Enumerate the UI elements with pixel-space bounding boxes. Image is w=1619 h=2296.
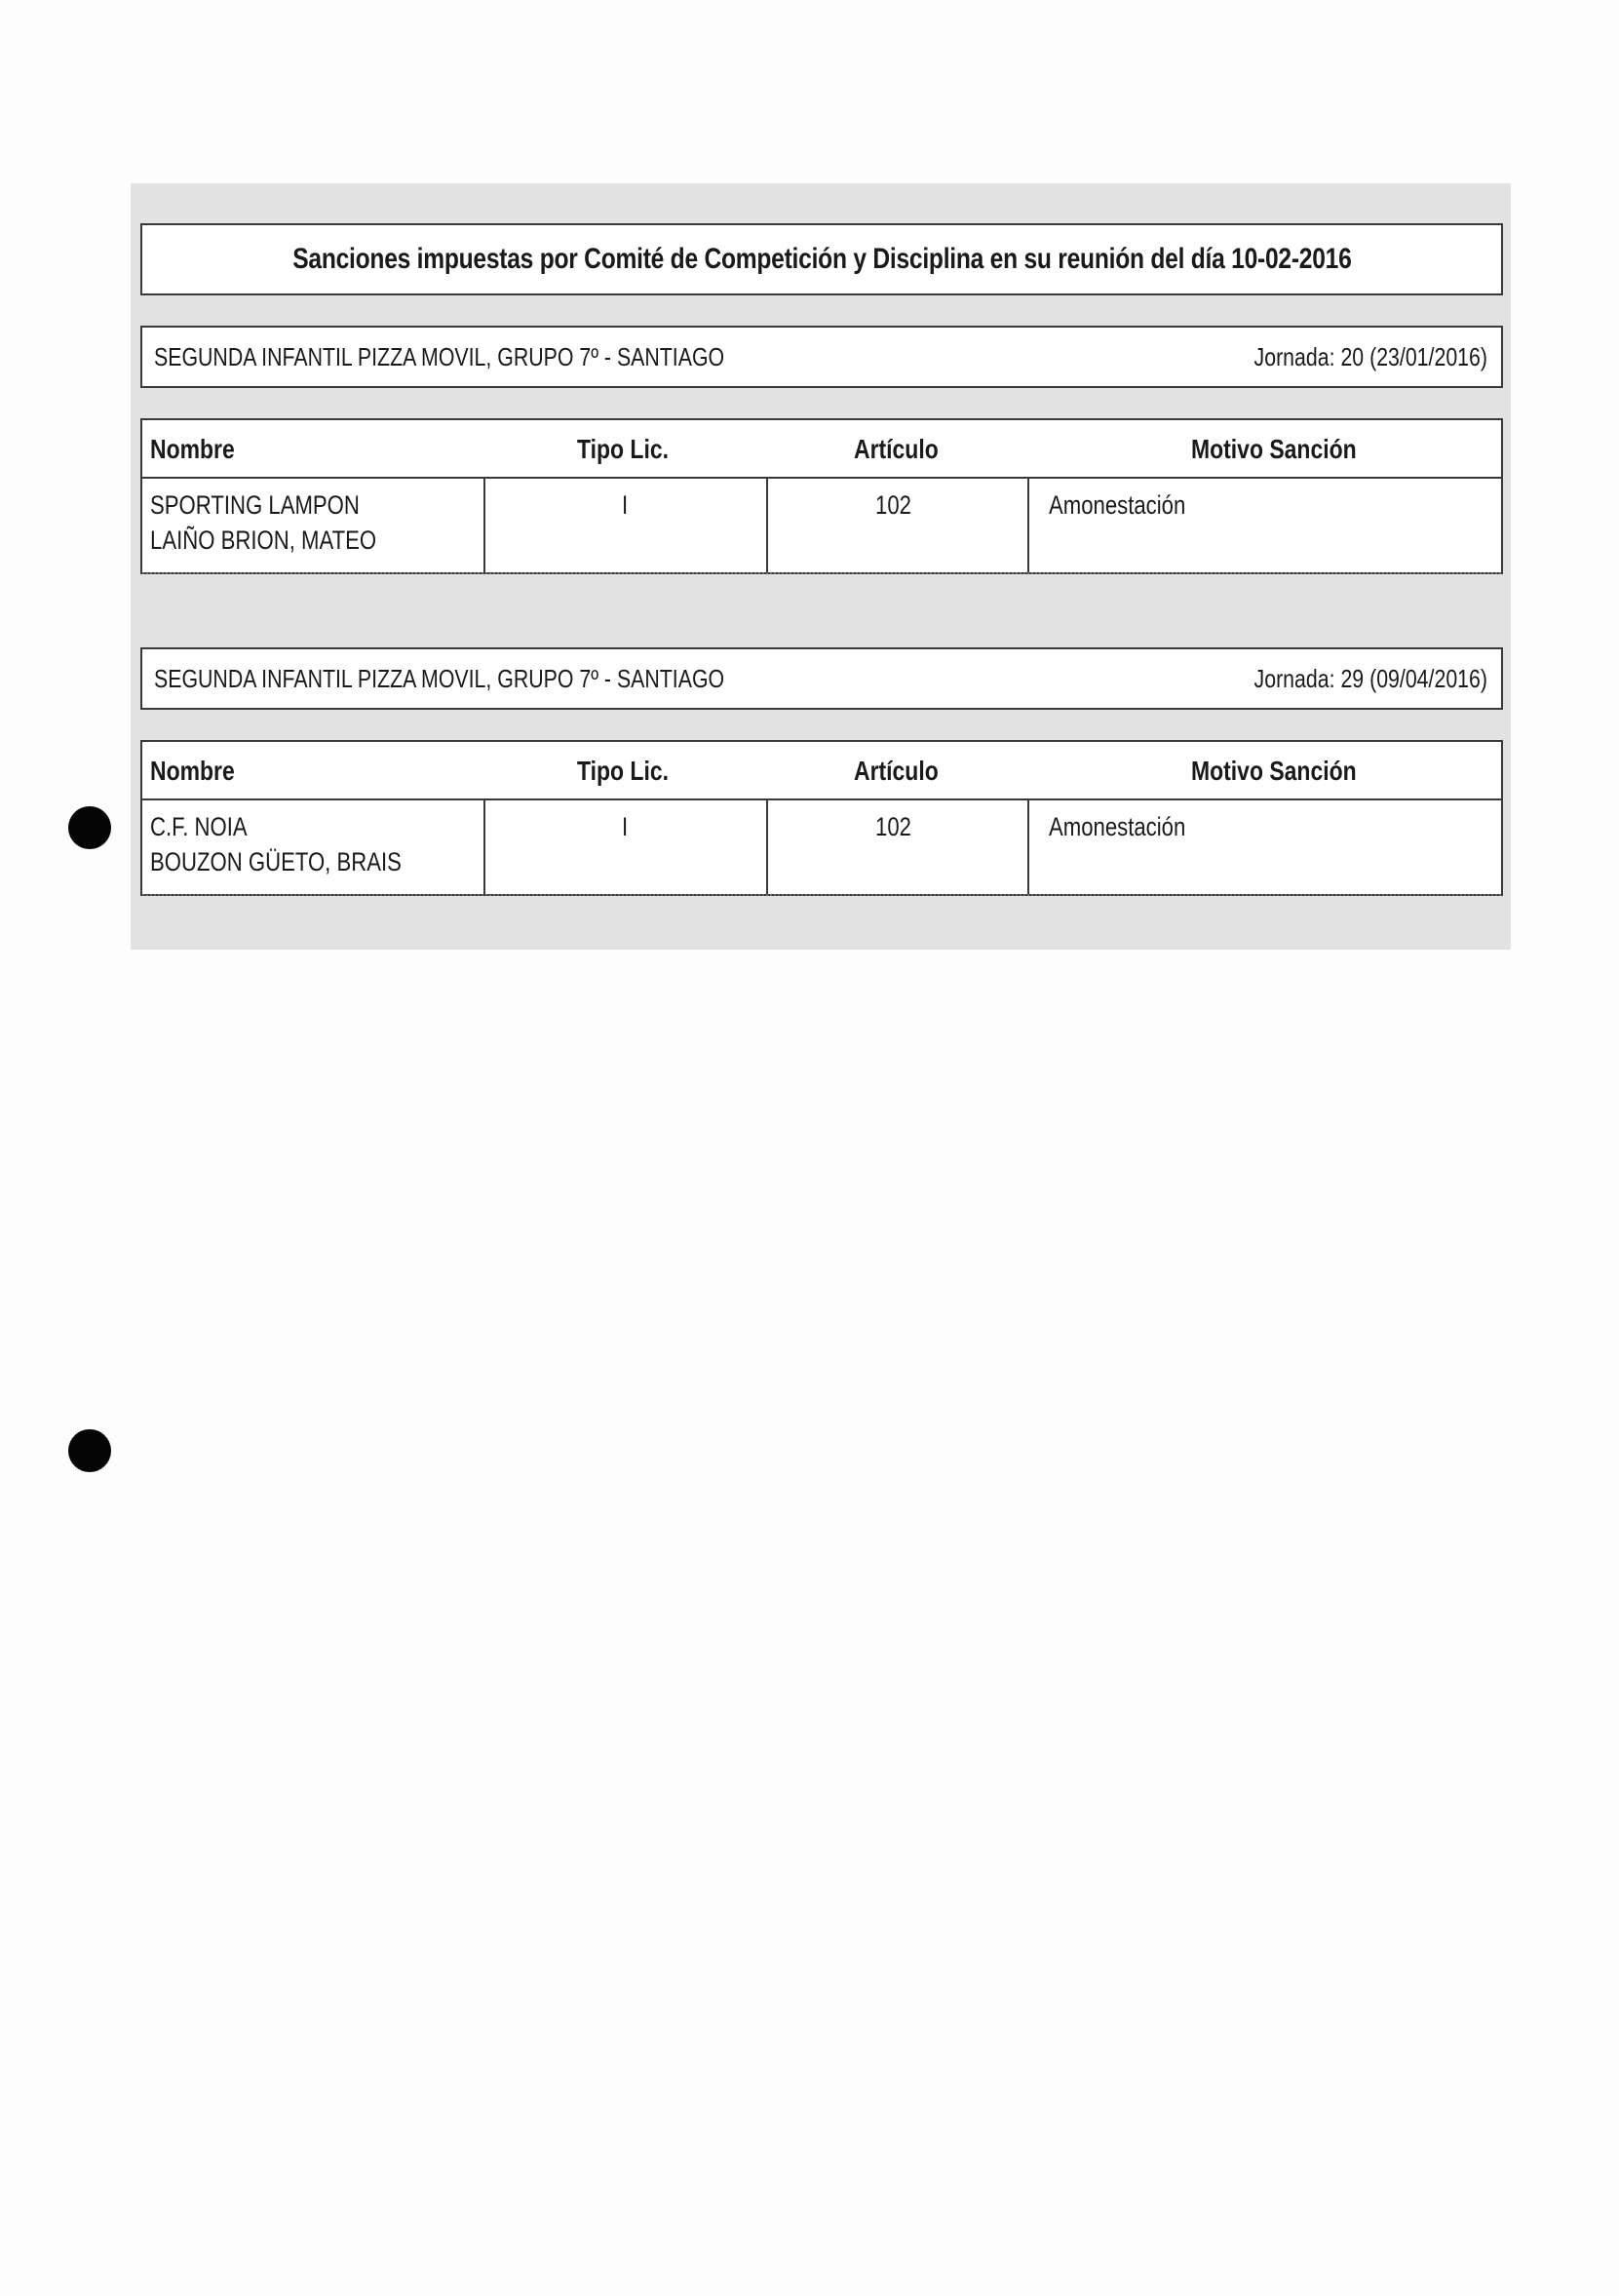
motivo-value: Amonestación [1049, 812, 1186, 841]
table-header [142, 420, 1501, 479]
motivo-value: Amonestación [1049, 490, 1186, 520]
header-tipo-lic: Tipo Lic. [577, 756, 669, 786]
competition-header-1 [140, 326, 1503, 388]
header-motivo: Motivo Sanción [1191, 756, 1357, 786]
punch-hole-top [68, 806, 111, 849]
cell-tipo-lic [485, 479, 768, 572]
cell-tipo-lic [485, 800, 768, 894]
table-header [142, 742, 1501, 800]
header-motivo: Motivo Sanción [1191, 434, 1357, 464]
sanctions-table-2 [140, 740, 1503, 896]
club-name: SPORTING LAMPON [150, 490, 360, 520]
header-articulo: Artículo [854, 756, 939, 786]
cell-motivo [1029, 800, 1501, 894]
header-articulo: Artículo [854, 434, 939, 464]
cell-nombre [142, 800, 485, 894]
header-nombre: Nombre [150, 434, 235, 464]
sanctions-table-1 [140, 418, 1503, 574]
tipo-lic-value: I [622, 490, 629, 520]
articulo-value: 102 [875, 490, 911, 520]
jornada-label: Jornada: 29 (09/04/2016) [1253, 663, 1487, 693]
competition-name: SEGUNDA INFANTIL PIZZA MOVIL, GRUPO 7º - SANTIAGO [154, 341, 725, 371]
cell-motivo [1029, 479, 1501, 572]
header-nombre: Nombre [150, 756, 235, 786]
articulo-value: 102 [875, 812, 911, 841]
player-name: LAIÑO BRION, MATEO [150, 525, 377, 555]
competition-header-2 [140, 647, 1503, 710]
cell-articulo [768, 479, 1029, 572]
tipo-lic-value: I [622, 812, 629, 841]
page-title: Sanciones impuestas por Comité de Competición y Disciplina en su reunión del día 10-02-2016 [291, 243, 1352, 275]
sanctions-sheet [131, 183, 1511, 950]
punch-hole-bottom [68, 1429, 111, 1472]
cell-nombre [142, 479, 485, 572]
jornada-label: Jornada: 20 (23/01/2016) [1253, 341, 1487, 371]
table-row [142, 800, 1501, 894]
header-tipo-lic: Tipo Lic. [577, 434, 669, 464]
table-row [142, 479, 1501, 572]
competition-name: SEGUNDA INFANTIL PIZZA MOVIL, GRUPO 7º - SANTIAGO [154, 663, 725, 693]
title-box [140, 223, 1503, 295]
club-name: C.F. NOIA [150, 812, 248, 841]
player-name: BOUZON GÜETO, BRAIS [150, 847, 402, 876]
row-divider [142, 572, 1501, 574]
row-divider [142, 894, 1501, 896]
cell-articulo [768, 800, 1029, 894]
